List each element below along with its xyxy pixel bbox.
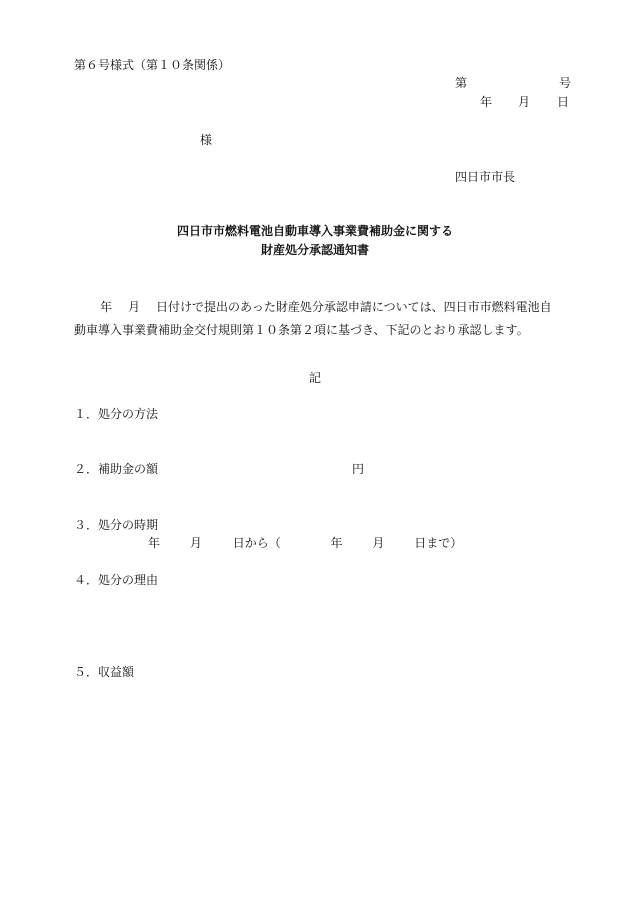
issuer-name: 四日市市長: [455, 170, 516, 184]
subsidy-amount-unit: 円: [352, 462, 365, 476]
date-year: 年: [480, 95, 493, 109]
item-disposal-reason: ４．処分の理由: [74, 573, 159, 587]
period-to-day: 日まで）: [414, 536, 463, 550]
form-number: 第６号様式（第１０条関係）: [74, 58, 231, 72]
doc-number-label: 第: [455, 76, 468, 90]
date-day: 日: [557, 95, 570, 109]
document-title-line2: 財産処分承認通知書: [260, 243, 369, 257]
body-line-1: [74, 296, 564, 319]
ki-marker: 記: [308, 371, 321, 385]
document-title-line1: 四日市市燃料電池自動車導入事業費補助金に関する: [176, 224, 453, 238]
period-to-month: 月: [372, 536, 385, 550]
item-disposal-period: ３．処分の時期: [74, 518, 159, 532]
item-disposal-method: １．処分の方法: [74, 407, 159, 421]
body-year: 年: [100, 300, 113, 314]
recipient-honorific: 様: [200, 133, 213, 147]
period-from-year: 年: [148, 536, 161, 550]
body-month: 月: [128, 300, 141, 314]
period-from-month: 月: [189, 536, 202, 550]
disposal-period-range: [148, 536, 462, 552]
body-line-2: 動車導入事業費補助金交付規則第１０条第２項に基づき、下記のとおり承認します。: [74, 323, 529, 337]
period-from-day: 日から（: [232, 536, 281, 550]
date-month: 月: [518, 95, 531, 109]
item-subsidy-amount: ２．補助金の額: [74, 462, 159, 476]
item-revenue-amount: ５．収益額: [74, 665, 135, 679]
body-paragraph: [74, 296, 564, 342]
body-line1-rest: 日付けで提出のあった財産処分承認申請については、四日市市燃料電池自: [156, 300, 552, 314]
doc-number-suffix: 号: [559, 76, 572, 90]
period-to-year: 年: [330, 536, 343, 550]
